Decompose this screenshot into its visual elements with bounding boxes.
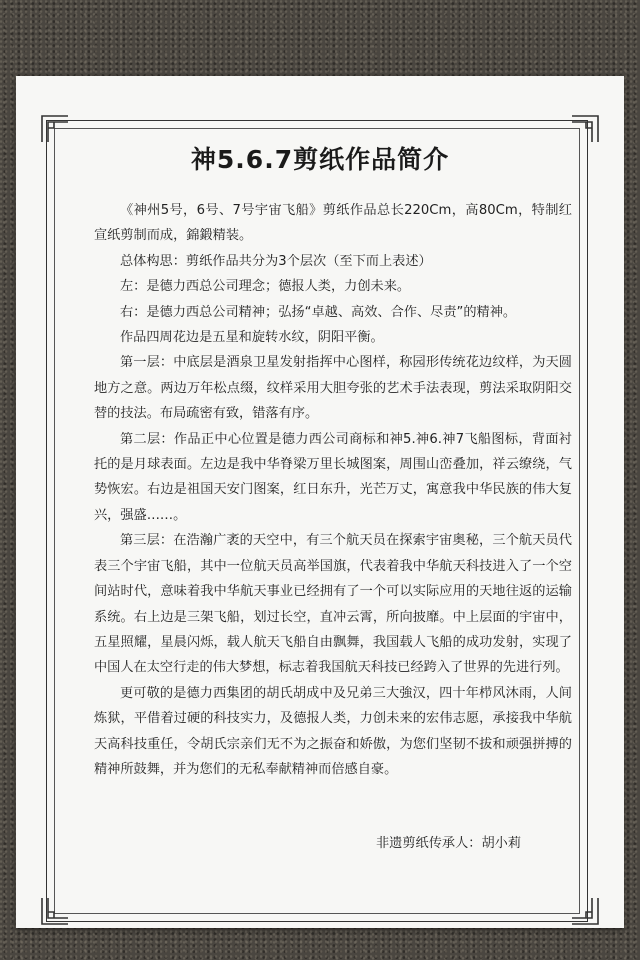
paragraph-closing: 更可敬的是德力西集团的胡氏胡成中及兄弟三大強汉，四十年栉风沐雨，人间炼狱，平借着过硬的科技实力，及德报人类，力创未来的宏伟志愿，承接我中华航天高科技重任，令胡氏宗亲们无不为之振奋和娇傲，为您们坚韧不拔和顽强拼搏的精神所鼓舞，并为您们的无私奉献精神而倍感自豪。 bbox=[94, 685, 572, 777]
paragraph-left: 左：是德力西总公司理念；德报人类，力创未来。 bbox=[120, 279, 411, 295]
paragraph-concept: 总体构思：剪纸作品共分为3个层次（至下而上表述） bbox=[120, 253, 432, 269]
paragraph-layer-3: 第三层：在浩瀚广袤的天空中，有三个航天员在探索宇宙奥秘，三个航天员代表三个宇宙飞船，其中一位航天员高举国旗，代表着我中华航天科技进入了一个空间站时代，意味着我中华航天事业已经拥有了一个可以实际应用的天地往返的运输系统。右上边是三架飞船，划过长空，直冲云霄，所向披靡。中上层面的宇宙中，五星照耀，星晨闪烁，载人航天飞船自由飘舞，我国载人飞船的成功发射，实现了中国人在太空行走的伟大梦想，标志着我国航天科技已经跨入了世界的先进行列。 bbox=[94, 533, 572, 676]
paragraph-layer-1: 第一层：中底层是酒泉卫星发射指挥中心图样，称园形传统花边纹样，为天圆地方之意。两边万年松点缀，纹样采用大胆夸张的艺术手法表现，剪法采取阴阳交替的技法。布局疏密有致，错落有序。 bbox=[94, 355, 572, 422]
paper-sheet bbox=[16, 76, 624, 928]
signature-line: 非遗剪纸传承人：胡小莉 bbox=[376, 836, 522, 851]
paragraph-layer-2: 第二层：作品正中心位置是德力西公司商标和神5.神6.神7飞船图标，背面衬托的是月球表面。左边是我中华脊梁万里长城图案，周围山峦叠加，祥云缭绕，气势恢宏。右边是祖国天安门图案，红日东升，光芒万丈，寓意我中华民族的伟大复兴，强盛……。 bbox=[94, 431, 572, 523]
paragraph-right: 右：是德力西总公司精神；弘扬“卓越、高效、合作、尽责”的精神。 bbox=[120, 304, 517, 320]
paragraph-intro: 《神州5号，6号、7号宇宙飞船》剪纸作品总长220Cm，高80Cm，特制红宣纸剪制而成，錦鍛精装。 bbox=[94, 203, 572, 244]
document-title: 神5.6.7剪纸作品简介 bbox=[190, 145, 450, 174]
corner-ornament-bottom-right bbox=[570, 896, 600, 926]
paragraph-border: 作品四周花边是五星和旋转水纹，阴阳平衡。 bbox=[120, 330, 384, 346]
corner-ornament-bottom-left bbox=[40, 896, 70, 926]
document-body bbox=[94, 198, 572, 782]
